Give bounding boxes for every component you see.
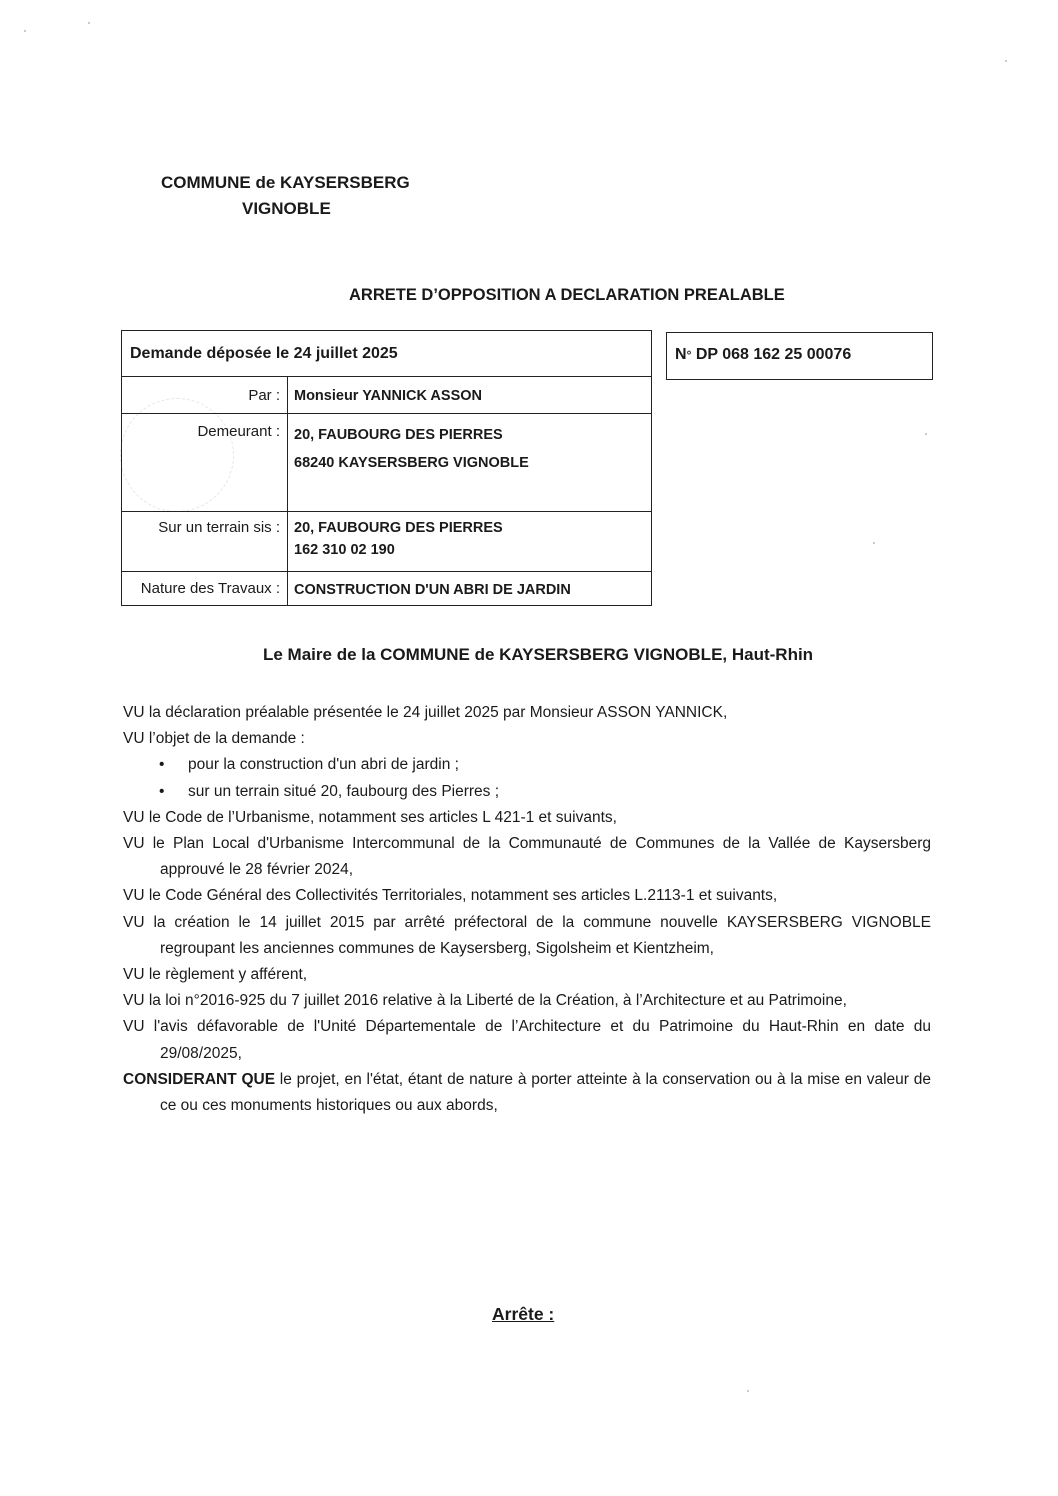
vu-objet: VU l’objet de la demande : bbox=[123, 730, 305, 748]
scan-speck bbox=[873, 542, 875, 544]
row-label-par: Par : bbox=[248, 387, 280, 404]
bullet-text: sur un terrain situé 20, faubourg des Pierres ; bbox=[188, 782, 500, 800]
commune-name-line2: VIGNOBLE bbox=[242, 199, 331, 218]
bullet-item bbox=[123, 752, 931, 778]
commune-header bbox=[161, 170, 410, 222]
works-nature: CONSTRUCTION D'UN ABRI DE JARDIN bbox=[294, 582, 571, 598]
dp-number-value: DP 068 162 25 00076 bbox=[695, 346, 852, 363]
arrete-heading: Arrête : bbox=[492, 1304, 555, 1324]
bullet-glyph: • bbox=[159, 782, 165, 800]
scan-speck bbox=[925, 433, 927, 435]
bullet-glyph: • bbox=[159, 756, 165, 774]
dp-number-prefix: N bbox=[675, 346, 687, 363]
table-divider bbox=[122, 413, 651, 414]
dp-number-box bbox=[666, 332, 933, 380]
commune-name-line1: COMMUNE de KAYSERSBERG bbox=[161, 173, 410, 192]
row-value-nature bbox=[294, 579, 571, 601]
table-column-divider bbox=[287, 377, 288, 605]
scan-speck bbox=[24, 30, 26, 32]
table-divider bbox=[122, 571, 651, 572]
scan-speck bbox=[1005, 60, 1007, 62]
vu-cgct: VU le Code Général des Collectivités Territoriales, notamment ses articles L.2113-1 et suivants, bbox=[123, 887, 778, 905]
document-title: ARRETE D’OPPOSITION A DECLARATION PREALABLE bbox=[349, 286, 785, 304]
scan-speck bbox=[88, 22, 90, 24]
request-info-table bbox=[121, 330, 652, 606]
vu-code-urbanisme: VU le Code de l’Urbanisme, notamment ses articles L 421-1 et suivants, bbox=[123, 808, 617, 826]
bullet-text: pour la construction d'un abri de jardin ; bbox=[188, 756, 459, 774]
maire-heading: Le Maire de la COMMUNE de KAYSERSBERG VIGNOBLE, Haut-Rhin bbox=[263, 645, 814, 664]
dp-number bbox=[675, 346, 851, 364]
vu-loi: VU la loi n°2016-925 du 7 juillet 2016 relative à la Liberté de la Création, à l’Architecture et au Patrimoine, bbox=[123, 992, 847, 1010]
row-value-demeurant bbox=[294, 421, 529, 477]
vu-plu: VU le Plan Local d'Urbanisme Intercommunal de la Communauté de Communes de la Vallée de Kaysersberg approuvé le 28 février 2024, bbox=[123, 835, 931, 879]
vu-reglement: VU le règlement y afférent, bbox=[123, 966, 308, 984]
scan-speck bbox=[747, 1390, 749, 1392]
dp-number-degree: ° bbox=[686, 348, 692, 362]
table-divider bbox=[122, 376, 651, 377]
address-line1: 20, FAUBOURG DES PIERRES bbox=[294, 427, 503, 443]
vu-avis: VU l'avis défavorable de l'Unité Départementale de l’Architecture et du Patrimoine du Haut-Rhin en date du 29/08/2025, bbox=[123, 1018, 931, 1062]
address-line2: 68240 KAYSERSBERG VIGNOBLE bbox=[294, 455, 529, 471]
row-value-par bbox=[294, 385, 482, 407]
vu-declaration: VU la déclaration préalable présentée le 24 juillet 2025 par Monsieur ASSON YANNICK, bbox=[123, 704, 728, 721]
terrain-address: 20, FAUBOURG DES PIERRES bbox=[294, 520, 503, 536]
considerant-text: le projet, en l'état, étant de nature à porter atteinte à la conservation ou à la mise en valeur de ce ou ces monuments historiques ou aux abords, bbox=[160, 1070, 931, 1115]
bullet-item bbox=[123, 779, 931, 805]
cadastral-reference: 162 310 02 190 bbox=[294, 542, 395, 558]
row-label-nature: Nature des Travaux : bbox=[140, 580, 280, 597]
row-label-terrain: Sur un terrain sis : bbox=[158, 519, 280, 536]
request-date-heading: Demande déposée le 24 juillet 2025 bbox=[130, 345, 398, 362]
row-value-terrain bbox=[294, 517, 503, 561]
considerations-block bbox=[123, 700, 931, 1119]
considerant bbox=[123, 1067, 931, 1119]
vu-creation-commune: VU la création le 14 juillet 2015 par arrêté préfectoral de la commune nouvelle KAYSERSBERG VIGNOBLE regroupant les anciennes communes de Kaysersberg, Sigolsheim et Kientzheim, bbox=[123, 913, 931, 957]
applicant-name: Monsieur YANNICK ASSON bbox=[294, 388, 482, 404]
row-label-demeurant: Demeurant : bbox=[197, 423, 280, 440]
table-divider bbox=[122, 511, 651, 512]
considerant-lead: CONSIDERANT QUE bbox=[123, 1070, 276, 1088]
